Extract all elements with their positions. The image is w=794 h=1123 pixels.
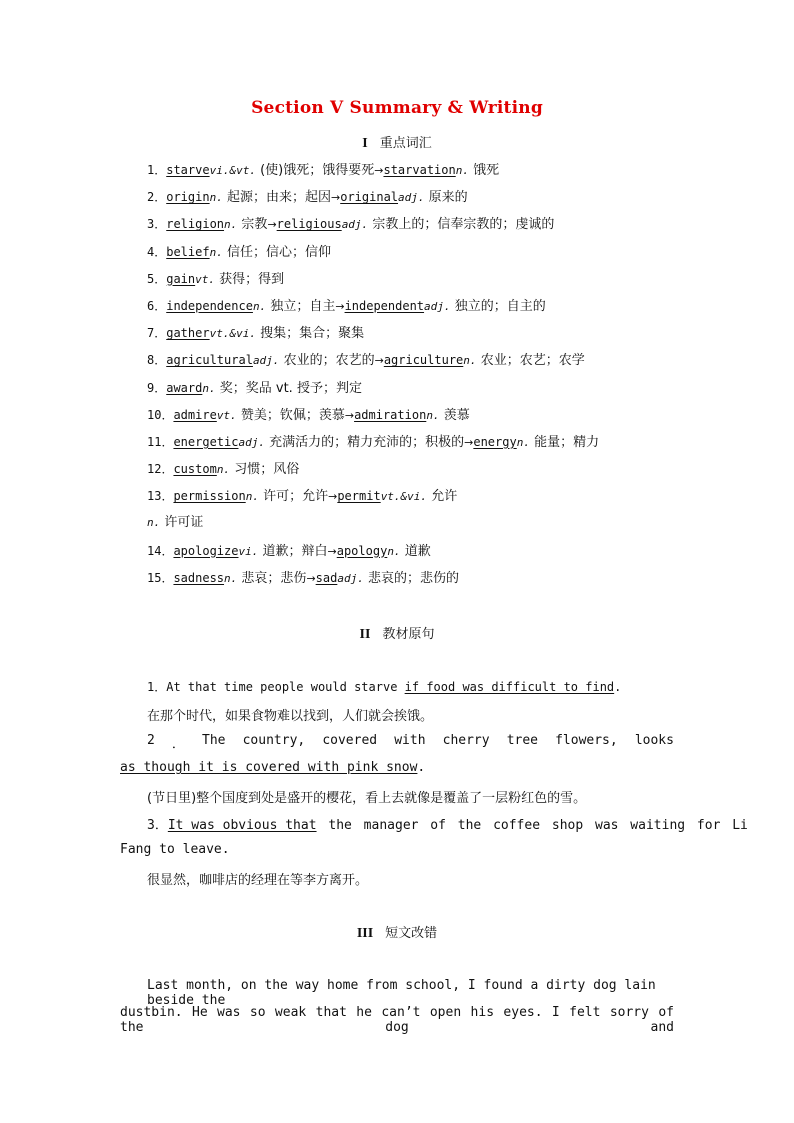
sentence-word: The	[202, 733, 226, 748]
key-phrase: if food was difficult to find	[404, 680, 615, 694]
part-of-speech: vt.&vi.	[380, 490, 428, 504]
sentence-2	[147, 733, 674, 752]
definition: 允许	[431, 489, 458, 505]
sentence-text: the manager of the coffee shop was waiting for Li	[316, 818, 748, 833]
definition: 羡慕	[443, 407, 470, 423]
part-of-speech: n.	[216, 463, 231, 477]
headword: permission	[173, 489, 246, 504]
item-number: 14．	[147, 543, 174, 558]
sentence-word: ．	[171, 737, 185, 752]
item-number: 8．	[147, 353, 167, 368]
part-of-speech: n.	[252, 299, 267, 313]
vocab-item	[147, 486, 707, 513]
headword: starve	[166, 163, 210, 177]
part-of-speech: n.	[209, 245, 223, 259]
part-of-speech: vi.	[238, 544, 259, 558]
item-number: 11．	[147, 434, 174, 449]
derived-word: independent	[344, 298, 425, 313]
sentence-text: .	[417, 760, 426, 775]
vocab-item	[147, 350, 707, 377]
sentence-2-translation: (节日里)整个国度到处是盛开的樱花，看上去就像是覆盖了一层粉红色的雪。	[147, 791, 587, 806]
vocab-item	[147, 296, 707, 323]
item-number: 3．	[147, 217, 167, 232]
sentence-1	[147, 678, 674, 695]
part-of-speech: vi.&vt.	[209, 164, 256, 177]
definition: 独立的；自主的	[454, 298, 546, 314]
definition: 饿死	[473, 163, 500, 178]
part-of-speech: adj.	[337, 571, 364, 585]
definition: 充满活力的；精力充沛的；积极的	[269, 434, 465, 450]
part-of-speech: n.	[224, 218, 238, 232]
headword: apologize	[173, 543, 239, 558]
definition: 宗教上的；信奉宗教的；虔诚的	[372, 217, 555, 233]
definition: 悲哀；悲伤	[241, 570, 307, 586]
headword: gather	[166, 326, 210, 341]
vocab-item	[147, 513, 707, 540]
arrow-icon: →	[374, 164, 384, 177]
headword: custom	[173, 462, 217, 477]
definition: 悲哀的；悲伤的	[367, 570, 459, 586]
vocab-item	[147, 459, 707, 486]
arrow-icon: →	[267, 218, 277, 232]
arrow-icon: →	[328, 490, 338, 504]
sentence-3-continued: Fang to leave.	[120, 842, 230, 857]
part-of-speech: vt.&vi.	[209, 327, 256, 341]
vocab-item	[147, 214, 707, 241]
part-of-speech: adj.	[238, 435, 265, 449]
part-of-speech: n.	[245, 490, 259, 504]
definition: (使)饿死；饿得要死	[260, 163, 375, 178]
part-of-speech: n.	[463, 354, 477, 368]
part-of-speech: n.	[147, 516, 161, 530]
item-number: 10．	[147, 407, 174, 422]
headword: origin	[166, 190, 210, 205]
definition: 习惯；风俗	[234, 462, 300, 478]
sentence-text: .	[614, 680, 622, 694]
vocab-item	[147, 541, 707, 568]
sentence-text: 1．At that time people would starve	[147, 680, 405, 694]
vocab-item	[147, 378, 707, 405]
derived-word: starvation	[383, 163, 456, 177]
section-number: I	[362, 136, 368, 151]
arrow-icon: →	[306, 571, 316, 585]
arrow-icon: →	[335, 299, 345, 313]
item-number: 12．	[147, 462, 174, 477]
definition: 赞美；钦佩；羡慕	[240, 407, 345, 423]
sentence-word: country,	[242, 733, 306, 748]
definition: 原来的	[428, 190, 468, 206]
item-number: 4．	[147, 244, 167, 259]
item-number: 7．	[147, 326, 167, 341]
section-title: 短文改错	[385, 926, 438, 941]
item-number: 2．	[147, 190, 167, 205]
definition: 能量；精力	[534, 434, 600, 450]
section-number: II	[359, 627, 371, 642]
passage-line: dustbin. He was so weak that he can’t open his eyes. I felt sorry of the dog and	[120, 1005, 674, 1035]
definition: 道歉；辩白	[262, 543, 328, 559]
headword: energetic	[173, 434, 239, 449]
derived-word: religious	[276, 217, 342, 232]
part-of-speech: vt.	[216, 408, 237, 422]
arrow-icon: →	[344, 408, 355, 422]
definition: 获得；得到	[219, 271, 285, 287]
sentence-word: covered	[322, 733, 378, 748]
sentence-2-continued	[120, 760, 425, 775]
vocab-item	[147, 242, 707, 269]
definition: 农业的；农艺的	[283, 353, 375, 369]
definition: 起源；由来；起因	[226, 190, 331, 206]
vocab-item	[147, 187, 707, 214]
vocab-item	[147, 432, 707, 459]
definition: 道歉	[404, 543, 431, 559]
part-of-speech: n.	[426, 408, 440, 422]
headword: independence	[166, 298, 253, 313]
part-of-speech: n.	[516, 435, 530, 449]
part-of-speech: vt.	[195, 272, 216, 286]
headword: award	[166, 380, 203, 395]
part-of-speech: n.	[455, 164, 469, 177]
headword: agricultural	[166, 353, 253, 368]
derived-word: agriculture	[383, 353, 464, 368]
definition: 搜集；集合；聚集	[260, 326, 365, 342]
definition: 独立；自主	[270, 298, 336, 314]
sentence-1-translation: 在那个时代，如果食物难以找到，人们就会挨饿。	[147, 709, 434, 724]
sentence-3	[147, 814, 748, 833]
section-title: 教材原句	[382, 627, 435, 642]
definition: 农业；农艺；农学	[480, 353, 585, 369]
arrow-icon: →	[331, 191, 341, 205]
sentence-word: tree	[506, 733, 538, 748]
derived-word: apology	[336, 543, 388, 558]
sentence-word: flowers,	[555, 733, 618, 748]
arrow-icon: →	[374, 354, 384, 368]
vocab-list	[147, 160, 707, 595]
key-phrase: It was obvious that	[167, 818, 317, 833]
vocab-item	[147, 405, 707, 432]
section-heading-vocab	[0, 132, 794, 152]
headword: sadness	[173, 570, 225, 585]
vocab-item	[147, 568, 707, 595]
vocab-item	[147, 160, 707, 187]
key-phrase: as though it is covered with pink snow	[120, 760, 418, 775]
headword: gain	[166, 271, 196, 286]
item-number: 13．	[147, 489, 174, 504]
arrow-icon: →	[464, 435, 474, 449]
sentence-number: 3．	[147, 818, 168, 833]
derived-word: original	[340, 190, 399, 205]
definition: 许可证	[164, 515, 204, 531]
sentence-word: with	[394, 733, 426, 748]
sentence-3-translation: 很显然，咖啡店的经理在等李方离开。	[147, 873, 369, 888]
item-number: 6．	[147, 298, 167, 313]
part-of-speech: adj.	[424, 299, 451, 313]
part-of-speech: n.	[224, 571, 238, 585]
page-title: Section V Summary & Writing	[251, 98, 543, 118]
arrow-icon: →	[327, 544, 337, 558]
derived-word: energy	[473, 434, 517, 449]
headword: religion	[166, 217, 225, 232]
headword: admire	[173, 407, 217, 422]
part-of-speech: n.	[202, 381, 216, 395]
part-of-speech: n.	[209, 191, 223, 205]
definition: 信任；信心；信仰	[226, 244, 331, 260]
section-title: 重点词汇	[379, 136, 432, 151]
part-of-speech: adj.	[398, 191, 425, 205]
sentence-word: cherry	[442, 733, 490, 748]
sentence-word: looks	[634, 733, 674, 748]
section-number: III	[356, 926, 374, 941]
definition: 奖；奖品 vt. 授予；判定	[219, 380, 362, 396]
item-number: 1．	[147, 163, 167, 177]
vocab-item	[147, 323, 707, 350]
part-of-speech: adj.	[341, 218, 369, 232]
sentence-word: 2	[147, 733, 155, 748]
derived-word: sad	[315, 570, 338, 585]
item-number: 5．	[147, 271, 167, 286]
derived-word: admiration	[354, 407, 427, 422]
section-heading-correction	[0, 922, 794, 942]
definition: 许可；允许	[263, 489, 329, 505]
definition: 宗教	[241, 217, 268, 233]
part-of-speech: adj.	[252, 354, 280, 368]
derived-word: permit	[337, 489, 381, 504]
section-heading-sentences	[0, 623, 794, 643]
vocab-item	[147, 269, 707, 296]
headword: belief	[166, 244, 210, 259]
passage-line: Last month, on the way home from school, I found a dirty dog lain beside the	[147, 978, 656, 1008]
part-of-speech: n.	[387, 544, 401, 558]
item-number: 9．	[147, 380, 167, 395]
item-number: 15．	[147, 570, 174, 585]
